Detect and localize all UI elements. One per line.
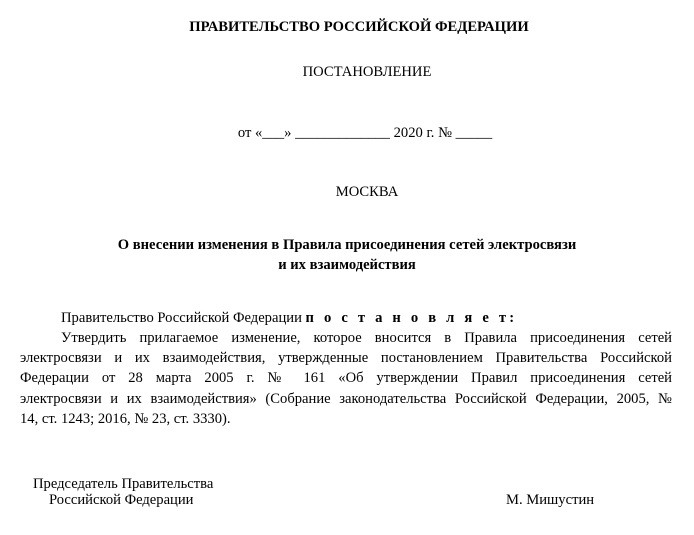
resolves-paragraph xyxy=(61,310,517,327)
signer-position-line-1: Председатель Правительства xyxy=(33,476,214,492)
body-line: 14, ст. 1243; 2016, № 23, ст. 3330). xyxy=(20,410,231,427)
document-type: ПОСТАНОВЛЕНИЕ xyxy=(302,64,432,80)
resolves-word: п о с т а н о в л я е т: xyxy=(305,310,518,326)
body-paragraph xyxy=(20,328,672,429)
subject-line-2: и их взаимодействия xyxy=(278,257,416,273)
body-line: Утвердить прилагаемое изменение, которое вносится в Правила присоединения сетей xyxy=(61,330,672,346)
body-line: электросвязи и их взаимодействия, утвержденные постановлением Правительства Российской xyxy=(20,350,672,367)
signer-name: М. Мишустин xyxy=(506,492,595,508)
government-heading: ПРАВИТЕЛЬСТВО РОССИЙСКОЙ ФЕДЕРАЦИИ xyxy=(189,19,529,35)
signer-position-line-2: Российской Федерации xyxy=(49,492,194,508)
body-line: Федерации от 28 марта 2005 г. № 161 «Об утверждении Правил присоединения сетей xyxy=(20,370,672,387)
subject-line-1: О внесении изменения в Правила присоединения сетей электросвязи xyxy=(117,237,577,253)
body-line: электросвязи и их взаимодействия» (Собрание законодательства Российской Федерации, 2005, № xyxy=(20,390,672,407)
preamble-text: Правительство Российской Федерации xyxy=(61,310,302,326)
city: МОСКВА xyxy=(335,184,399,200)
date-number-line: от «___» _____________ 2020 г. № _____ xyxy=(237,125,493,141)
